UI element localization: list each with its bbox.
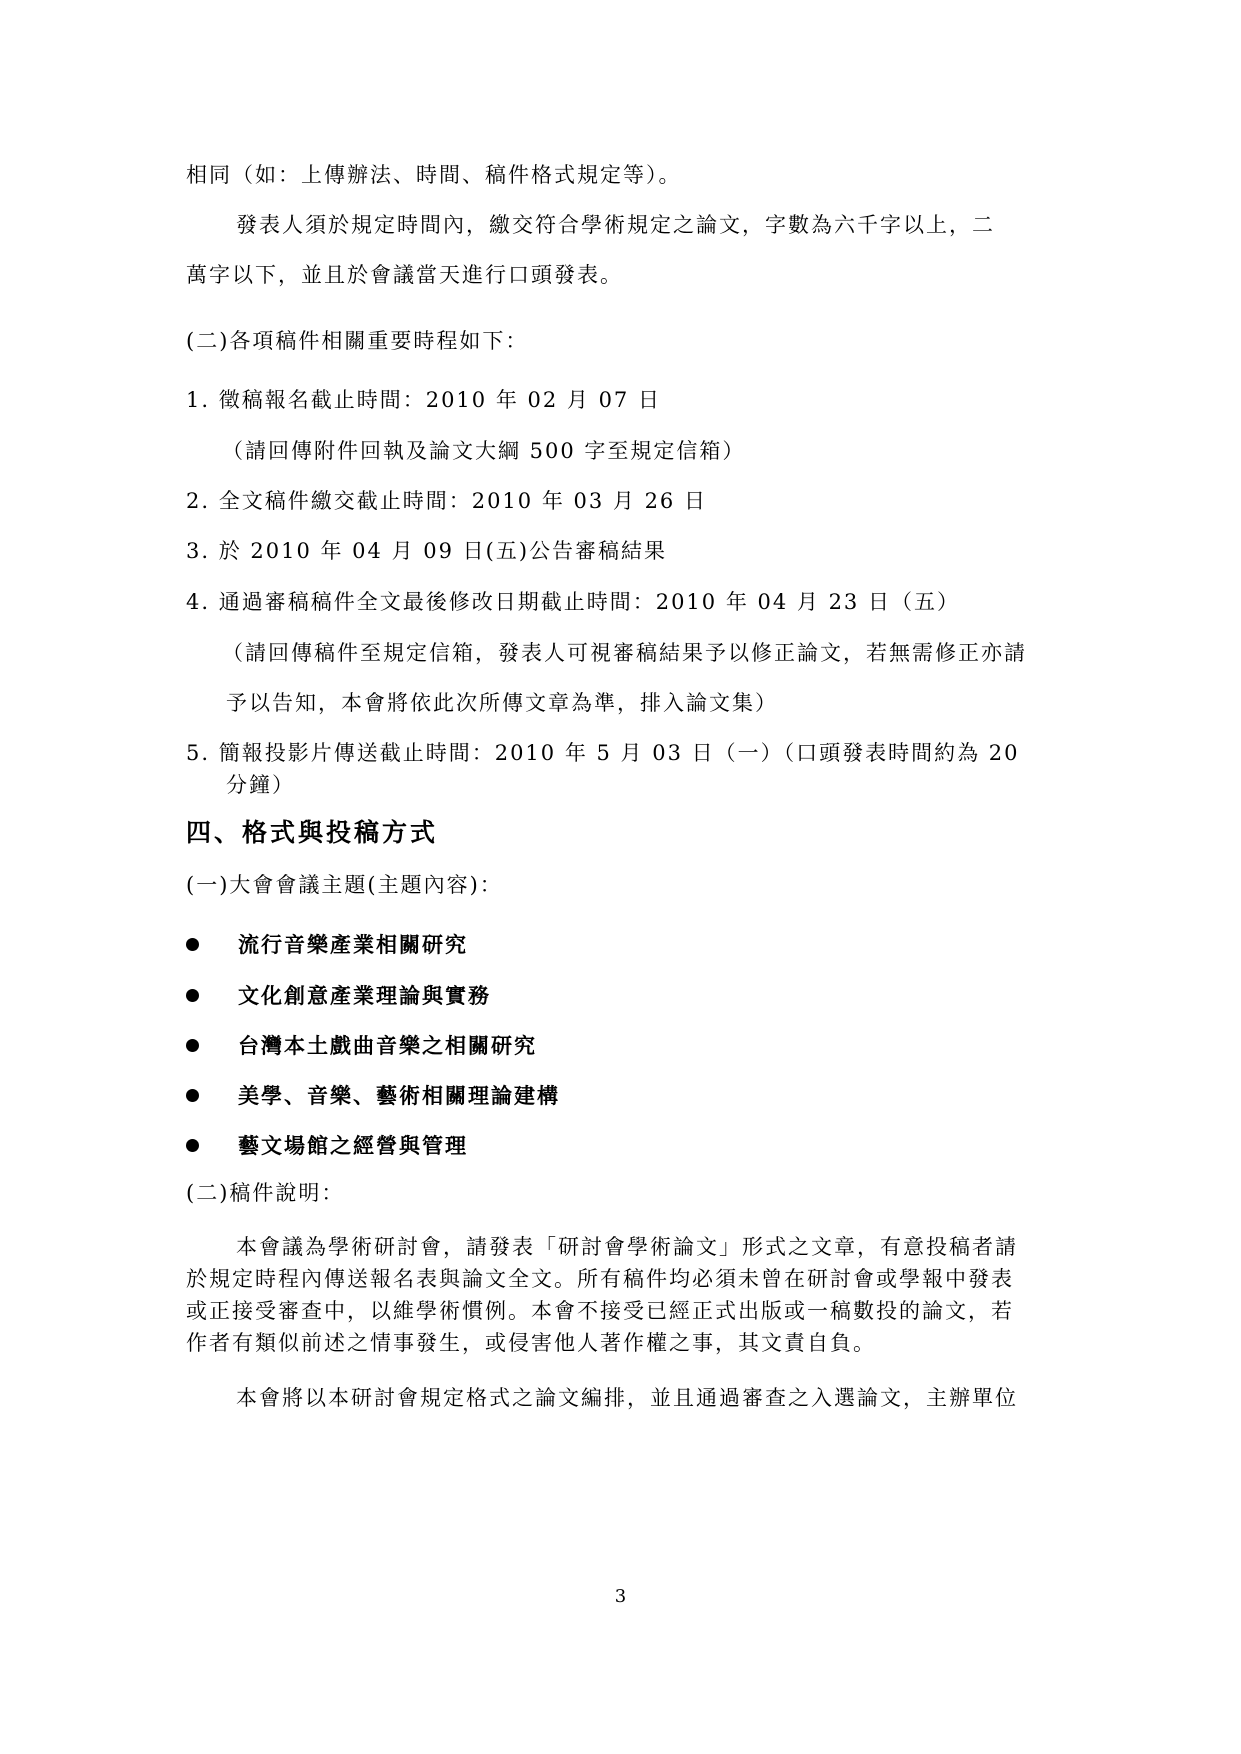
schedule-item-2: 2. 全文稿件繳交截止時間：2010 年 03 月 26 日 bbox=[186, 489, 707, 513]
topic-text: 美學、音樂、藝術相關理論建構 bbox=[238, 1083, 560, 1108]
subsection-title: (一)大會會議主題(主題內容)： bbox=[186, 873, 503, 897]
topic-text: 文化創意產業理論與實務 bbox=[238, 983, 491, 1008]
bullet-dot-icon bbox=[186, 1089, 199, 1102]
schedule-note: 予以告知，本會將依此次所傳文章為準，排入論文集） bbox=[226, 691, 778, 715]
paragraph-line: 本會議為學術研討會，請發表「研討會學術論文」形式之文章，有意投稿者請 bbox=[236, 1235, 1018, 1259]
schedule-item-4: 4. 通過審稿稿件全文最後修改日期截止時間：2010 年 04 月 23 日（五） bbox=[186, 590, 960, 614]
subsection-title: (二)各項稿件相關重要時程如下： bbox=[186, 329, 529, 353]
subsection-title: (二)稿件說明： bbox=[186, 1181, 345, 1205]
paragraph-line: 本會將以本研討會規定格式之論文編排，並且通過審查之入選論文，主辦單位 bbox=[236, 1386, 1018, 1410]
topic-text: 台灣本土戲曲音樂之相關研究 bbox=[238, 1033, 537, 1058]
bullet-dot-icon bbox=[186, 938, 199, 951]
schedule-note: （請回傳稿件至規定信箱，發表人可視審稿結果予以修正論文，若無需修正亦請 bbox=[222, 641, 1027, 665]
page-number: 3 bbox=[614, 1586, 627, 1607]
bullet-dot-icon bbox=[186, 1039, 199, 1052]
paragraph-line: 發表人須於規定時間內，繳交符合學術規定之論文，字數為六千字以上，二 bbox=[236, 213, 995, 237]
schedule-note: （請回傳附件回執及論文大綱 500 字至規定信箱） bbox=[222, 439, 746, 463]
topic-text: 流行音樂產業相關研究 bbox=[238, 932, 468, 957]
paragraph-line: 於規定時程內傳送報名表與論文全文。所有稿件均必須未曾在研討會或學報中發表 bbox=[186, 1267, 1014, 1291]
topic-text: 藝文場館之經營與管理 bbox=[238, 1133, 468, 1158]
schedule-item-5: 5. 簡報投影片傳送截止時間：2010 年 5 月 03 日（一）（口頭發表時間約為 20 bbox=[186, 741, 1020, 765]
schedule-item-1: 1. 徵稿報名截止時間：2010 年 02 月 07 日 bbox=[186, 388, 661, 412]
paragraph-line: 相同（如：上傳辦法、時間、稿件格式規定等）。 bbox=[186, 163, 682, 187]
paragraph-line: 萬字以下，並且於會議當天進行口頭發表。 bbox=[186, 263, 623, 287]
bullet-dot-icon bbox=[186, 989, 199, 1002]
paragraph-line: 作者有類似前述之情事發生，或侵害他人著作權之事，其文責自負。 bbox=[186, 1331, 876, 1355]
schedule-item-3: 3. 於 2010 年 04 月 09 日(五)公告審稿結果 bbox=[186, 539, 668, 563]
section-heading: 四、格式與投稿方式 bbox=[186, 818, 439, 847]
bullet-dot-icon bbox=[186, 1139, 199, 1152]
schedule-item-5-cont: 分鐘） bbox=[226, 773, 295, 797]
paragraph-line: 或正接受審查中，以維學術慣例。本會不接受已經正式出版或一稿數投的論文，若 bbox=[186, 1299, 1014, 1323]
